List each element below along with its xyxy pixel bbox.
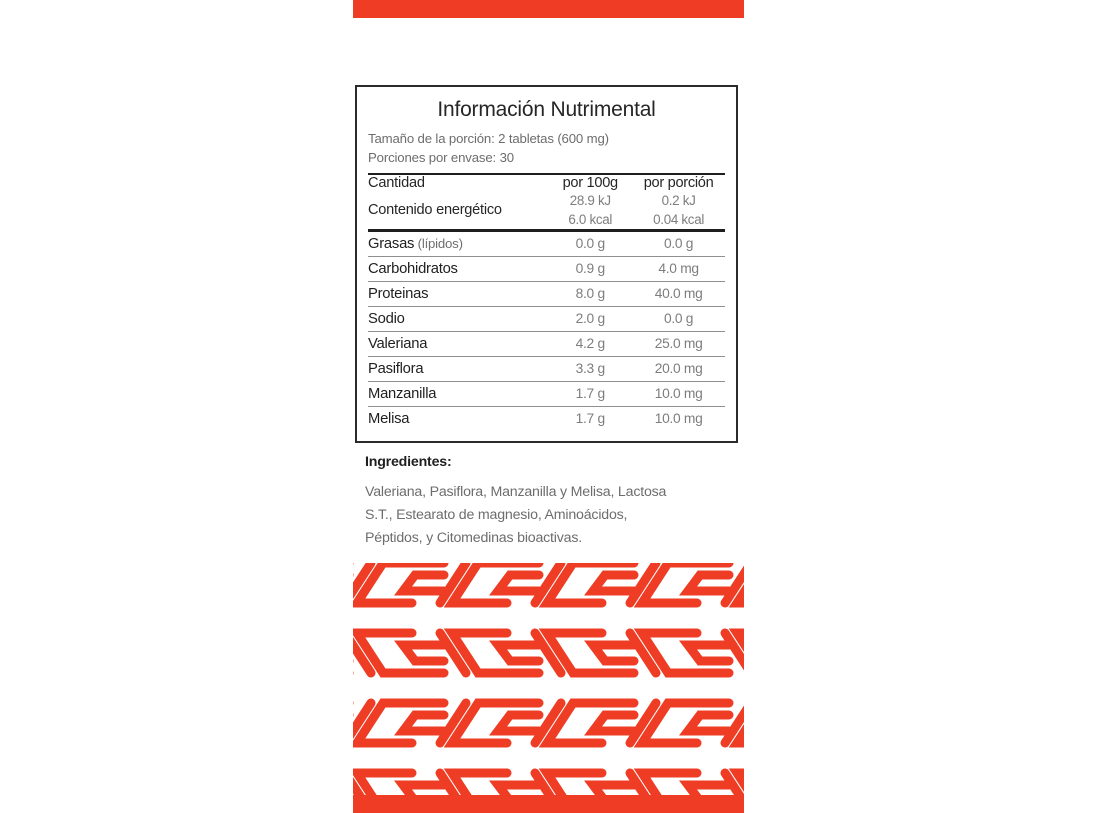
nutrient-per-100g: 1.7 g [575, 385, 605, 401]
energy-per-100g-kj: 28.9 kJ [569, 192, 611, 208]
nutrient-per-serving: 4.0 mg [658, 260, 699, 276]
nutrient-name: Proteinas [368, 285, 429, 302]
energy-per-100g [548, 191, 632, 230]
nutrient-per-serving: 10.0 mg [654, 385, 703, 401]
chevron-bracket-pattern [353, 563, 744, 795]
ingredients-line-2: S.T., Estearato de magnesio, Aminoácidos, [365, 507, 628, 524]
table-row [368, 257, 725, 281]
ingredients-heading: Ingredientes: [365, 454, 452, 470]
nutrient-per-100g: 4.2 g [575, 335, 605, 351]
column-header-per-serving: por porción [643, 174, 714, 191]
energy-label: Contenido energético [368, 201, 502, 218]
page-title: Información Nutrimental [437, 98, 656, 121]
nutrient-per-serving: 25.0 mg [654, 335, 703, 351]
label-column [353, 0, 744, 813]
nutrient-name: Manzanilla [368, 385, 437, 402]
energy-per-100g-kcal: 6.0 kcal [568, 211, 613, 227]
nutrient-name: Valeriana [368, 335, 428, 352]
nutrient-name-qualifier: (lípidos) [414, 235, 463, 251]
nutrient-per-serving: 10.0 mg [654, 410, 703, 426]
nutrient-per-100g: 3.3 g [575, 360, 605, 376]
ingredients-line-3: Péptidos, y Citomedinas bioactivas. [365, 530, 582, 547]
nutrient-per-serving: 0.0 g [663, 235, 694, 251]
energy-per-serving-kcal: 0.04 kcal [653, 211, 705, 227]
serving-size-text: Tamaño de la porción: 2 tabletas (600 mg) [368, 131, 609, 147]
top-accent-bar [353, 0, 744, 18]
column-header-per-100g: por 100g [562, 174, 618, 191]
nutrition-table [368, 175, 725, 431]
nutrient-rows-body [368, 232, 725, 431]
table-row [368, 357, 725, 381]
table-header-row [368, 175, 725, 191]
nutrient-per-serving: 40.0 mg [654, 285, 703, 301]
nutrient-per-serving: 0.0 g [663, 310, 694, 326]
bottom-accent-bar [353, 795, 744, 813]
ingredients-section [365, 454, 735, 550]
table-row [368, 382, 725, 406]
nutrient-per-100g: 0.0 g [575, 235, 605, 251]
nutrient-per-100g: 0.9 g [575, 260, 605, 276]
nutrition-facts-box [355, 85, 738, 443]
nutrient-per-100g: 1.7 g [575, 410, 605, 426]
table-row [368, 332, 725, 356]
table-row [368, 232, 725, 256]
nutrient-per-100g: 8.0 g [575, 285, 605, 301]
table-row [368, 407, 725, 431]
energy-per-serving-kj: 0.2 kJ [661, 192, 696, 208]
table-row [368, 282, 725, 306]
column-header-amount: Cantidad [368, 174, 425, 191]
table-row [368, 307, 725, 331]
nutrient-per-100g: 2.0 g [575, 310, 605, 326]
energy-per-serving [632, 191, 725, 230]
nutrient-name: Melisa [368, 410, 410, 427]
table-row-energy [368, 191, 725, 230]
servings-per-container-text: Porciones por envase: 30 [368, 149, 514, 165]
nutrient-name: Grasas (lípidos) [368, 235, 463, 252]
nutrient-name: Pasiflora [368, 360, 424, 377]
nutrient-name: Sodio [368, 310, 405, 327]
nutrient-per-serving: 20.0 mg [654, 360, 703, 376]
ingredients-line-1: Valeriana, Pasiflora, Manzanilla y Melisa, Lactosa [365, 484, 667, 500]
nutrient-name: Carbohidratos [368, 260, 458, 277]
